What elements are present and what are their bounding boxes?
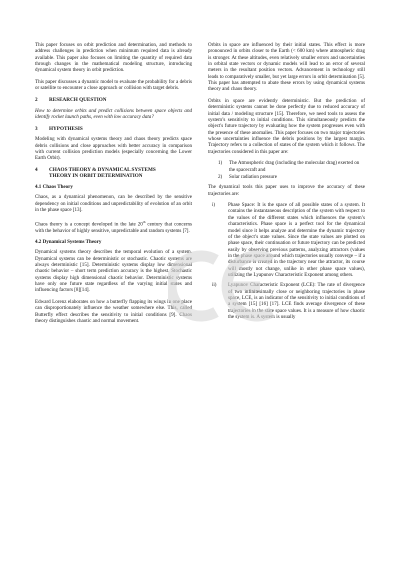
left-column: [35, 42, 192, 329]
section-heading-research-question: 2 RESEARCH QUESTION: [35, 96, 107, 103]
section-heading-hypothesis: 3 HYPOTHESIS: [35, 125, 83, 132]
chaos-paragraph-1: Chaos, as a dynamical phenomenon, can be described by the sensitive dependency on initial conditions and unpredictability of evolution of an orbit in the phase space [13].: [35, 194, 192, 214]
list-item: 2) Solar radiation pressure: [218, 173, 277, 180]
right-column: [208, 42, 365, 324]
right-paragraph-2: Orbits in space are evidently deterministic. But the prediction of deterministic systems cannot be done perfectly due to reduced accuracy of initial data / modeling structure [15]. Therefore, we need tools to assess the system’s sensitivity to initial conditions. This simultaneously predicts the object's future trajectory by evaluating how the system progresses even with the presence of these anomalies. This paper focuses on two major trajectories whose uncertainties influence the debris positions by the largest margin. Trajectory refers to a collection of states of the system which it follows. The trajectories considered in this paper are:: [208, 97, 365, 155]
trajectory-list: [208, 160, 365, 180]
intro-paragraph-1: This paper focuses on orbit prediction and determination, and methods to address challenges in prediction when minimum required data is already available. This paper also focuses on limiting the quantity of required data through changes in the mathematical modeling structure, introducing dynamical system theory in orbit prediction.: [35, 42, 192, 74]
dynamical-paragraph-1: Dynamical systems theory describes the temporal evolution of a system. Dynamical systems can be deterministic or stochastic. Chaotic systems are always deterministic [15]. Deterministic systems display low dimensional chaotic behavior – short term prediction accuracy is the highest. Stochastic systems display high dimensional chaotic behavior. Deterministic systems have only one future state regardless of the varying initial states and influencing factors [8][14].: [35, 249, 192, 294]
hypothesis-text: Modeling with dynamical systems theory and chaos theory predicts space debris collisions and close approaches with better accuracy in comparison with current collision prediction models (especially concerning the Lower Earth Orbit).: [35, 136, 192, 162]
research-question-text: How to determine orbits and predict collisions between space objects and identify rocket launch paths, even with low accuracy data?: [35, 107, 192, 120]
list-item: ii) Lyapunov Characteristic Exponent (LCE): The rate of divergence of two infinitesimally close or neighboring trajectories in phase space, LCE, is an indicator of the sensitivity to initial conditions of a system [15] [16] [17]. LCE finds average divergence of these trajectories in the state space values. It is a measure of how chaotic the system is. A system is usually: [212, 282, 365, 320]
right-paragraph-3: The dynamical tools this paper uses to improve the accuracy of these trajectories are:: [208, 184, 365, 197]
right-paragraph-1: Orbits in space are influenced by their initial states. This effect is more pronounced in orbits closer to the Earth (< 600 km) where atmospheric drag is stronger. At these altitudes, even relatively smaller errors and uncertainties in orbital state vectors or dynamic models will lead to an error of several meters in the resultant position vectors. Advancement in technology still leads to comparatively smaller, but yet large errors in orbit determination [5]. This paper has attempted to abate these errors by using dynamical systems theory and chaos theory.: [208, 42, 365, 93]
subsection-heading-4-2: 4.2 Dynamical Systems Theory: [35, 239, 102, 246]
list-item: i) Phase Space: It is the space of all possible states of a system. It contains the instantaneous description of the system with respect to the values of the different states which influences the system’s characteristics. Phase space is a perfect tool for the dynamical model since it helps analyze and determine the dynamic trajectory of the object’s state values. Since the state values are plotted on phase space, their continuation or future trajectory can be predicted easily by observing previous patterns, analyzing attractors (values in the phase space around which trajectories usually converge – if a disturbance is created in the trajectory near the attractor, its course will mostly not change, unlike in other phase space values), utilizing the Lyapunov Characteristic Exponent among others.: [212, 202, 365, 278]
list-item: 1) The Atmospheric drag (including the molecular drag) exerted on the spacecraft and: [218, 160, 360, 173]
section-heading-chaos-theory: 4 CHAOS THEORY & DYNAMICAL SYSTEMS THEORY IN ORBIT DETERMINATION: [35, 166, 156, 180]
intro-paragraph-2: This paper discusses a dynamic model to evaluate the probability for a debris or satellite to encounter a close approach or collision with target debris.: [35, 78, 192, 92]
subsection-heading-4-1: 4.1 Chaos Theory: [35, 184, 73, 191]
dynamical-paragraph-2: Edward Lorenz elaborates on how a butterfly flapping its wings in one place can disproportionately influence the weather somewhere else. This, called Butterfly effect describes the sensitivity to initial conditions [9]. Chaos theory distinguishes chaotic and normal movement.: [35, 298, 192, 324]
tools-list: [208, 202, 365, 320]
chaos-paragraph-2: Chaos theory is a concept developed in the late 20th century that concerns with the behavior of highly sensitive, unpredictable and random systems [7].: [35, 219, 193, 234]
